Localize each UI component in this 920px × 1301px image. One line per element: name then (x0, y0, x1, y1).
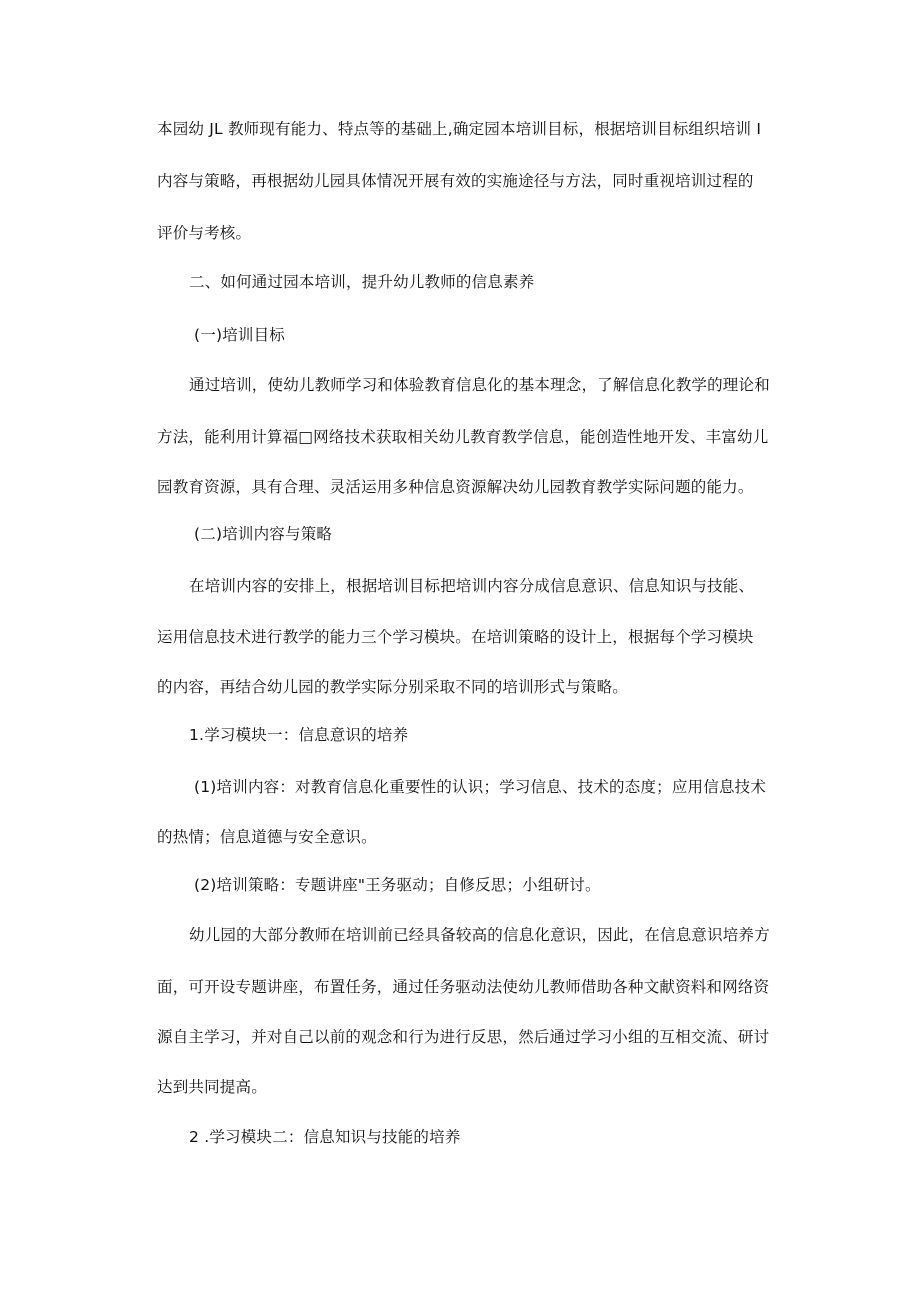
paragraph-line: 评价与考核。 (157, 224, 252, 242)
paragraph-line: 方法，能利用计算福□网络技术获取相关幼儿教育教学信息，能创造性地开发、丰富幼儿 (157, 428, 769, 446)
paragraph-line: 的热情；信息道德与安全意识。 (157, 828, 377, 846)
module-heading: 1.学习模块一：信息意识的培养 (189, 726, 409, 744)
paragraph-line: 通过培训，使幼儿教师学习和体验教育信息化的基本理念，了解信息化教学的理论和 (189, 376, 770, 394)
paragraph-line: 内容与策略，再根据幼儿园具体情况开展有效的实施途径与方法，同时重视培训过程的 (157, 172, 754, 190)
paragraph-line: 本园幼 JL 教师现有能力、特点等的基础上,确定园本培训目标，根据培训目标组织培训 I (157, 120, 762, 138)
subsection-heading: (一)培训目标 (194, 326, 285, 344)
paragraph-line: 达到共同提高。 (157, 1078, 267, 1096)
section-heading: 二、如何通过园本培训，提升幼儿教师的信息素养 (189, 273, 535, 291)
paragraph-line: (2)培训策略：专题讲座"王务驱动；自修反思；小组研讨。 (194, 876, 601, 894)
paragraph-line: 的内容，再结合幼儿园的教学实际分别采取不同的培训形式与策略。 (157, 678, 629, 696)
paragraph-line: 面，可开设专题讲座，布置任务，通过任务驱动法使幼儿教师借助各种文献资料和网络资 (157, 978, 770, 996)
paragraph-line: 园教育资源，具有合理、灵活运用多种信息资源解决幼儿园教育教学实际问题的能力。 (157, 478, 754, 496)
paragraph-line: 在培训内容的安排上，根据培训目标把培训内容分成信息意识、信息知识与技能、 (189, 577, 755, 595)
paragraph-line: (1)培训内容：对教育信息化重要性的认识；学习信息、技术的态度；应用信息技术 (194, 778, 767, 796)
module-heading: 2 .学习模块二：信息知识与技能的培养 (189, 1128, 461, 1146)
subsection-heading: (二)培训内容与策略 (194, 525, 333, 543)
paragraph-line: 幼儿园的大部分教师在培训前已经具备较高的信息化意识，因此，在信息意识培养方 (189, 926, 770, 944)
paragraph-line: 运用信息技术进行教学的能力三个学习模块。在培训策略的设计上，根据每个学习模块 (157, 628, 754, 646)
paragraph-line: 源自主学习，并对自己以前的观念和行为进行反思，然后通过学习小组的互相交流、研讨 (157, 1028, 770, 1046)
